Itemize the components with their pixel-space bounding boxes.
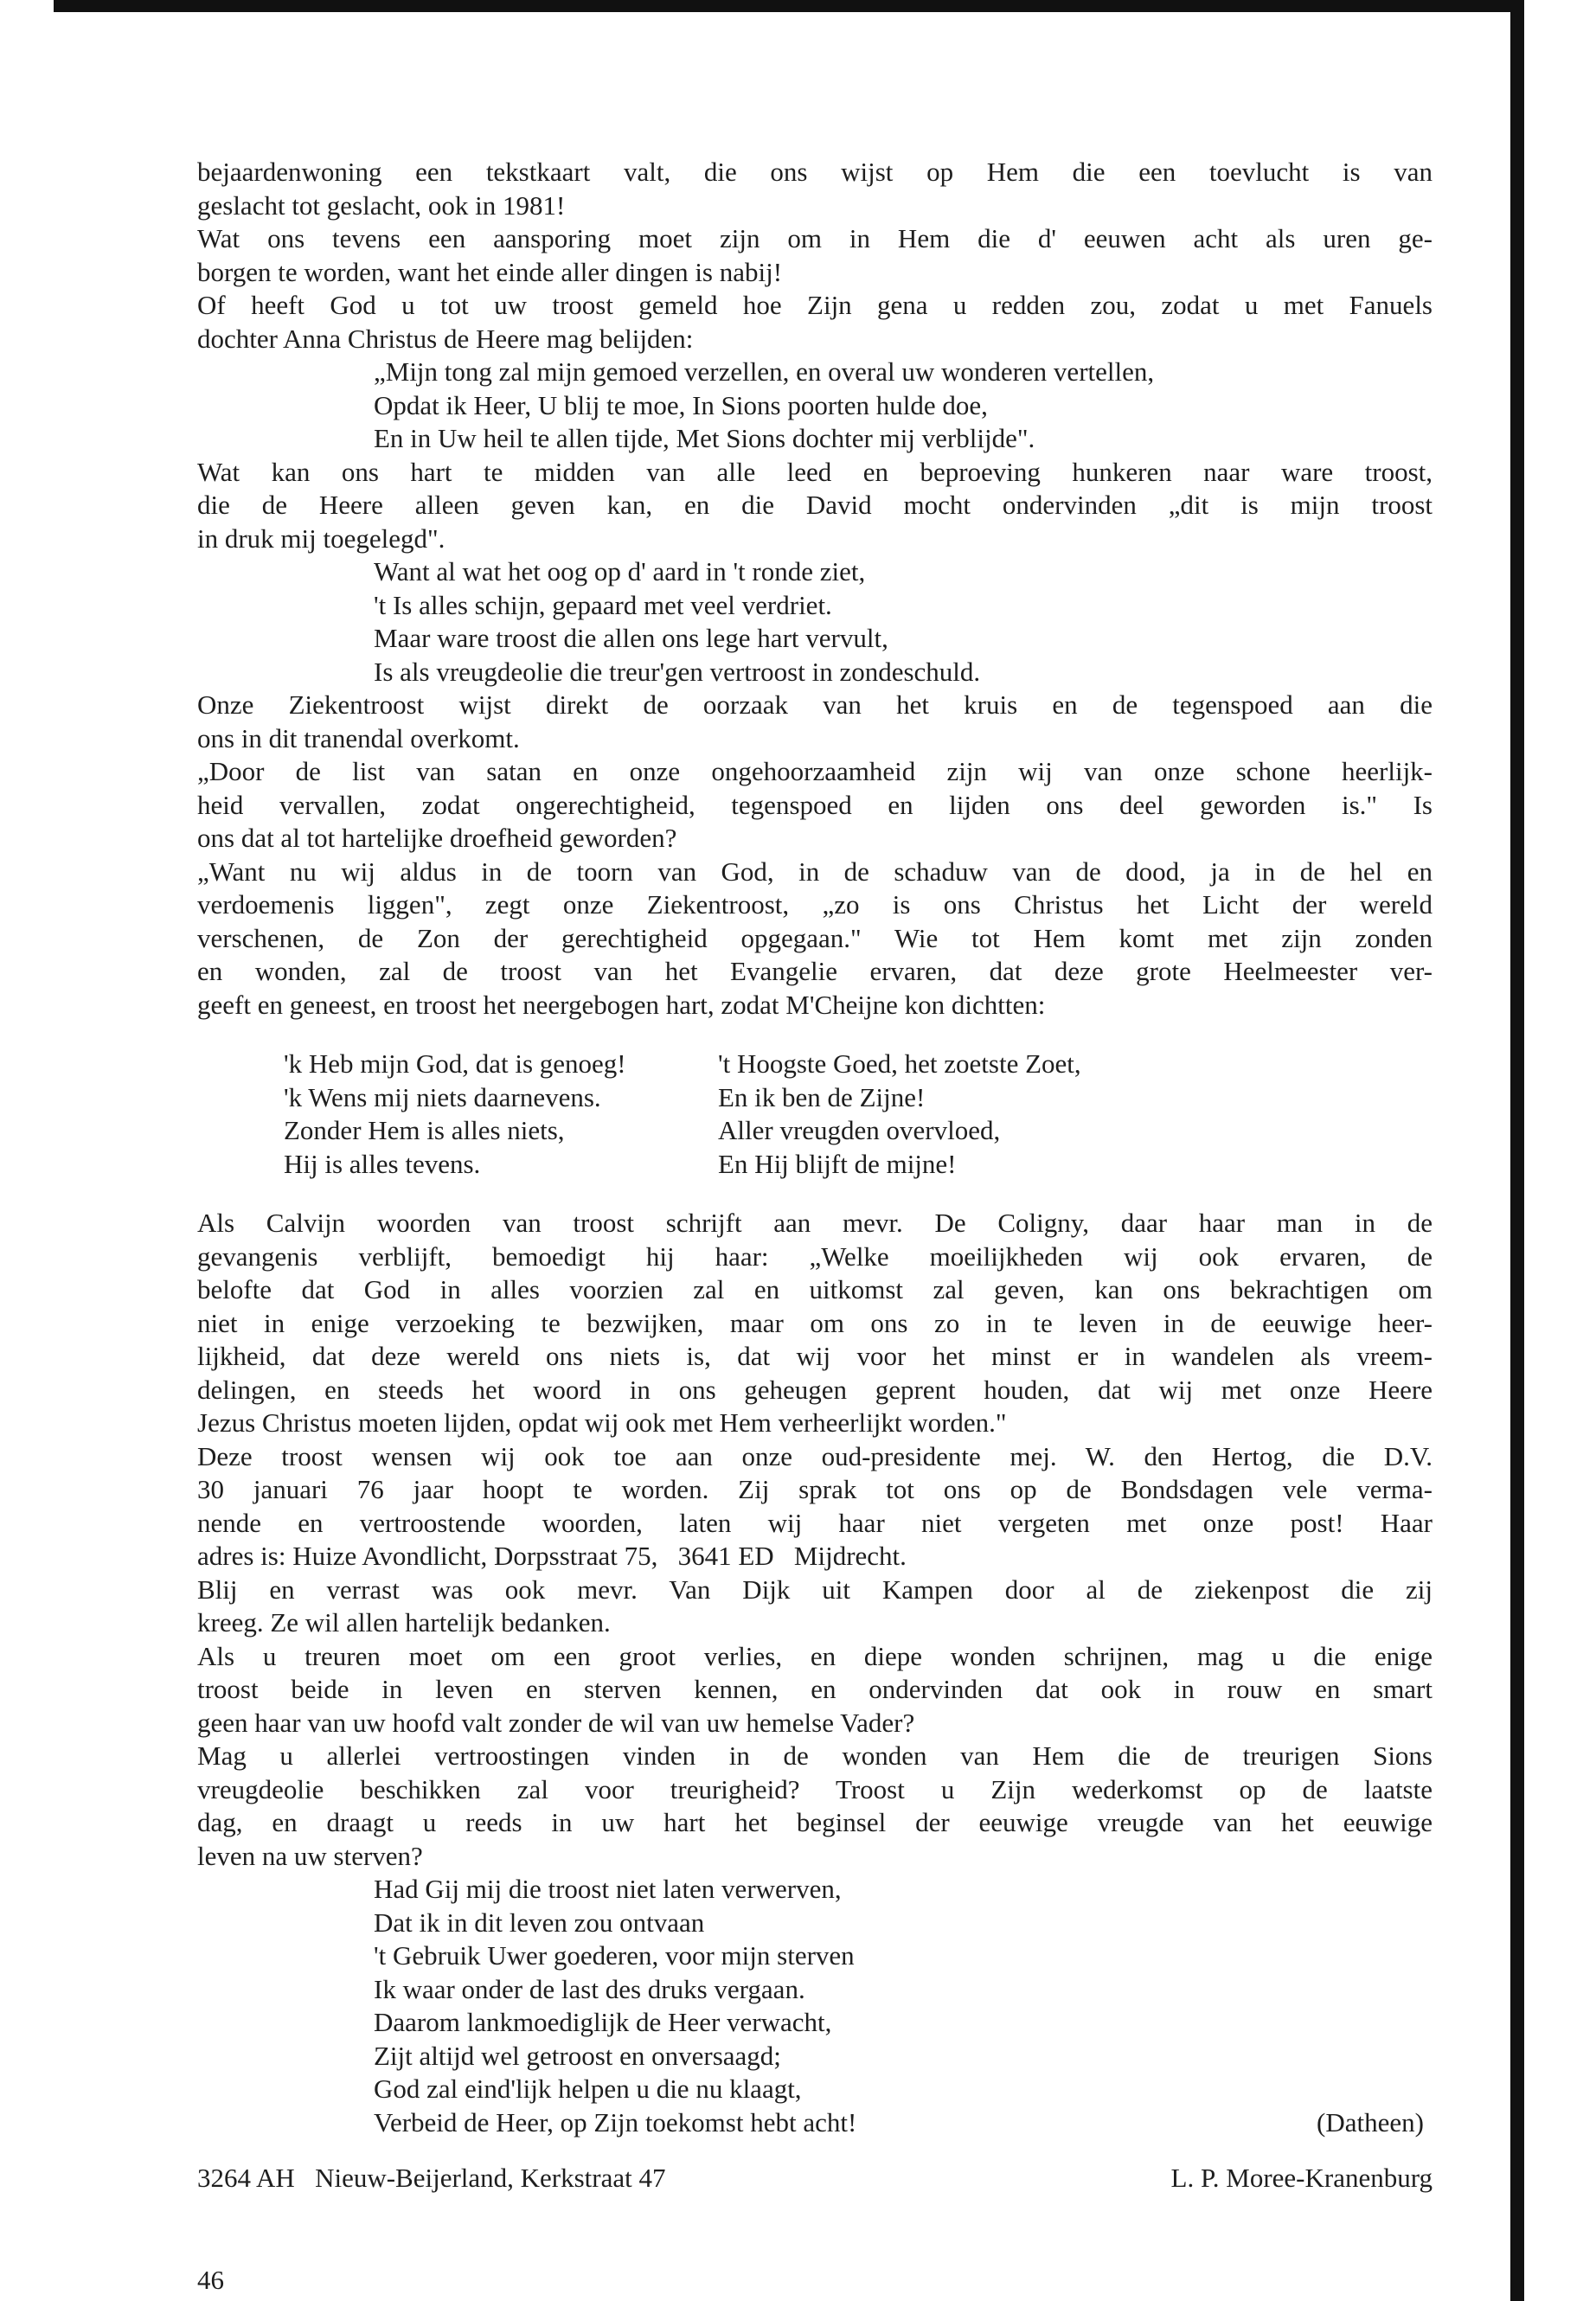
page-body xyxy=(197,156,1433,2195)
poem-right-column xyxy=(718,1048,1081,1181)
paragraph xyxy=(197,689,1433,755)
verse-line: En in Uw heil te allen tijde, Met Sions dochter mij verblijde". xyxy=(374,423,1035,453)
verse-line: Maar ware troost die allen ons lege hart vervult, xyxy=(374,623,888,653)
text-line: geslacht tot geslacht, ook in 1981! xyxy=(197,189,566,221)
verse-line: Had Gij mij die troost niet laten verwerven, xyxy=(374,1874,842,1904)
text-line: die de Heere alleen geven kan, en die David mocht ondervinden „dit is mijn troost xyxy=(197,490,1433,520)
verse-line: Daarom lankmoediglijk de Heer verwacht, xyxy=(374,2007,832,2037)
text-line: „Want nu wij aldus in de toorn van God, in de schaduw van de dood, ja in de hel en xyxy=(197,856,1433,887)
verse-line: Hij is alles tevens. xyxy=(284,1148,481,1179)
text-line: verschenen, de Zon der gerechtigheid opgegaan." Wie tot Hem komt met zijn zonden xyxy=(197,922,1433,953)
poem-two-columns xyxy=(197,1048,1433,1181)
verse-line: Zijt altijd wel getroost en onversaagd; xyxy=(374,2040,781,2071)
verse-line: Dat ik in dit leven zou ontvaan xyxy=(374,1907,705,1938)
text-line: Mag u allerlei vertroostingen vinden in de wonden van Hem die de treurigen Sions xyxy=(197,1740,1433,1771)
text-line: Onze Ziekentroost wijst direkt de oorzaak van het kruis en de tegenspoed aan die xyxy=(197,689,1433,720)
text-line: adres is: Huize Avondlicht, Dorpsstraat 75, 3641 ED Mijdrecht. xyxy=(197,1541,907,1571)
verse-block xyxy=(197,356,1433,456)
text-line: heid vervallen, zodat ongerechtigheid, tegenspoed en lijden ons deel geworden is." Is xyxy=(197,789,1433,820)
text-line: bejaardenwoning een tekstkaart valt, die ons wijst op Hem die een toevlucht is van xyxy=(197,157,1433,187)
address: 3264 AH Nieuw-Beijerland, Kerkstraat 47 xyxy=(197,2163,666,2193)
verse-line: Ik waar onder de last des druks vergaan. xyxy=(374,1973,805,2004)
text-line: gevangenis verblijft, bemoedigt hij haar: „Welke moeilijkheden wij ook ervaren, de xyxy=(197,1240,1433,1272)
text-line: ons in dit tranendal overkomt. xyxy=(197,722,520,753)
text-line: lijkheid, dat deze wereld ons niets is, dat wij voor het minst er in wandelen als vreem- xyxy=(197,1341,1433,1371)
right-border-rule xyxy=(1510,0,1524,2301)
text-line: Jezus Christus moeten lijden, opdat wij ook met Hem verheerlijkt worden." xyxy=(197,1407,1007,1438)
paragraph xyxy=(197,755,1433,856)
verse-line: 't Is alles schijn, gepaard met veel verdriet. xyxy=(374,589,832,620)
paragraph xyxy=(197,222,1433,289)
verse-block xyxy=(197,1873,1433,2139)
text-line: Als u treuren moet om een groot verlies, en diepe wonden schrijnen, mag u die enige xyxy=(197,1640,1433,1671)
verse-line: God zal eind'lijk helpen u die nu klaagt, xyxy=(374,2073,802,2104)
paragraph xyxy=(197,856,1433,1022)
text-line: Wat kan ons hart te midden van alle leed en beproeving hunkeren naar ware troost, xyxy=(197,456,1433,487)
text-line: kreeg. Ze wil allen hartelijk bedanken. xyxy=(197,1607,611,1638)
signoff xyxy=(197,2162,1433,2195)
verse-line: 'k Wens mij niets daarnevens. xyxy=(284,1081,601,1112)
text-line: „Door de list van satan en onze ongehoorzaamheid zijn wij van onze schone heerlijk- xyxy=(197,756,1433,786)
text-line: dochter Anna Christus de Heere mag belijden: xyxy=(197,323,694,354)
verse-line: Opdat ik Heer, U blij te moe, In Sions poorten hulde doe, xyxy=(374,389,988,420)
text-line: geen haar van uw hoofd valt zonder de wil van uw hemelse Vader? xyxy=(197,1707,915,1738)
verse-line: En Hij blijft de mijne! xyxy=(718,1148,957,1179)
text-line: ons dat al tot hartelijke droefheid geworden? xyxy=(197,823,677,853)
verse-line-with-attribution xyxy=(374,2106,1433,2140)
text-line: Als Calvijn woorden van troost schrijft aan mevr. De Coligny, daar haar man in de xyxy=(197,1208,1433,1238)
verse-block xyxy=(197,555,1433,689)
text-line: Wat ons tevens een aansporing moet zijn om in Hem die d' eeuwen acht als uren ge- xyxy=(197,223,1433,253)
paragraph xyxy=(197,456,1433,556)
text-line: dag, en draagt u reeds in uw hart het beginsel der eeuwige vreugde van het eeuwige xyxy=(197,1807,1433,1837)
text-line: nende en vertroostende woorden, laten wij haar niet vergeten met onze post! Haar xyxy=(197,1507,1433,1538)
paragraph xyxy=(197,1740,1433,1873)
author-name: L. P. Moree-Kranenburg xyxy=(1170,2163,1433,2193)
verse-line: En ik ben de Zijne! xyxy=(718,1081,926,1112)
top-border-rule xyxy=(54,0,1524,12)
paragraph xyxy=(197,1640,1433,1740)
verse-attribution: (Datheen) xyxy=(1317,2106,1424,2138)
text-line: Of heeft God u tot uw troost gemeld hoe Zijn gena u redden zou, zodat u met Fanuels xyxy=(197,290,1433,320)
text-line: en wonden, zal de troost van het Evangelie ervaren, dat deze grote Heelmeester ver- xyxy=(197,956,1433,986)
verse-line: Want al wat het oog op d' aard in 't ronde ziet, xyxy=(374,556,866,586)
verse-line: „Mijn tong zal mijn gemoed verzellen, en overal uw wonderen vertellen, xyxy=(374,356,1155,387)
text-line: in druk mij toegelegd". xyxy=(197,522,445,554)
text-line: belofte dat God in alles voorzien zal en uitkomst zal geven, kan ons bekrachtigen om xyxy=(197,1274,1433,1304)
verse-line: 'k Heb mijn God, dat is genoeg! xyxy=(284,1048,626,1079)
verse-line: Verbeid de Heer, op Zijn toekomst hebt acht! xyxy=(374,2106,857,2138)
paragraph xyxy=(197,1574,1433,1640)
page-number: 46 xyxy=(197,2265,224,2295)
paragraph xyxy=(197,289,1433,356)
text-line: verdoemenis liggen", zegt onze Ziekentroost, „zo is ons Christus het Licht der wereld xyxy=(197,889,1433,920)
text-line: 30 januari 76 jaar hoopt te worden. Zij sprak tot ons op de Bondsdagen vele verma- xyxy=(197,1474,1433,1504)
text-line: niet in enige verzoeking te bezwijken, maar om ons zo in te leven in de eeuwige heer- xyxy=(197,1307,1433,1338)
verse-line: 't Gebruik Uwer goederen, voor mijn sterven xyxy=(374,1940,855,1971)
verse-line: Zonder Hem is alles niets, xyxy=(284,1115,565,1145)
text-line: vreugdeolie beschikken zal voor treurigheid? Troost u Zijn wederkomst op de laatste xyxy=(197,1773,1433,1804)
poem-left-column xyxy=(197,1048,718,1181)
text-line: Blij en verrast was ook mevr. Van Dijk uit Kampen door al de ziekenpost die zij xyxy=(197,1574,1433,1605)
paragraph xyxy=(197,1440,1433,1574)
verse-line: Aller vreugden overvloed, xyxy=(718,1115,1001,1145)
paragraph xyxy=(197,156,1433,222)
text-line: troost beide in leven en sterven kennen, en ondervinden dat ook in rouw en smart xyxy=(197,1674,1433,1704)
text-line: leven na uw sterven? xyxy=(197,1840,423,1871)
text-line: geeft en geneest, en troost het neergebogen hart, zodat M'Cheijne kon dichtten: xyxy=(197,989,1046,1020)
text-line: delingen, en steeds het woord in ons geheugen geprent houden, dat wij met onze Heere xyxy=(197,1374,1433,1405)
paragraph xyxy=(197,1207,1433,1440)
verse-line: Is als vreugdeolie die treur'gen vertroost in zondeschuld. xyxy=(374,656,981,687)
verse-line: 't Hoogste Goed, het zoetste Zoet, xyxy=(718,1048,1081,1079)
text-line: borgen te worden, want het einde aller dingen is nabij! xyxy=(197,256,783,287)
text-line: Deze troost wensen wij ook toe aan onze oud-presidente mej. W. den Hertog, die D.V. xyxy=(197,1440,1433,1471)
